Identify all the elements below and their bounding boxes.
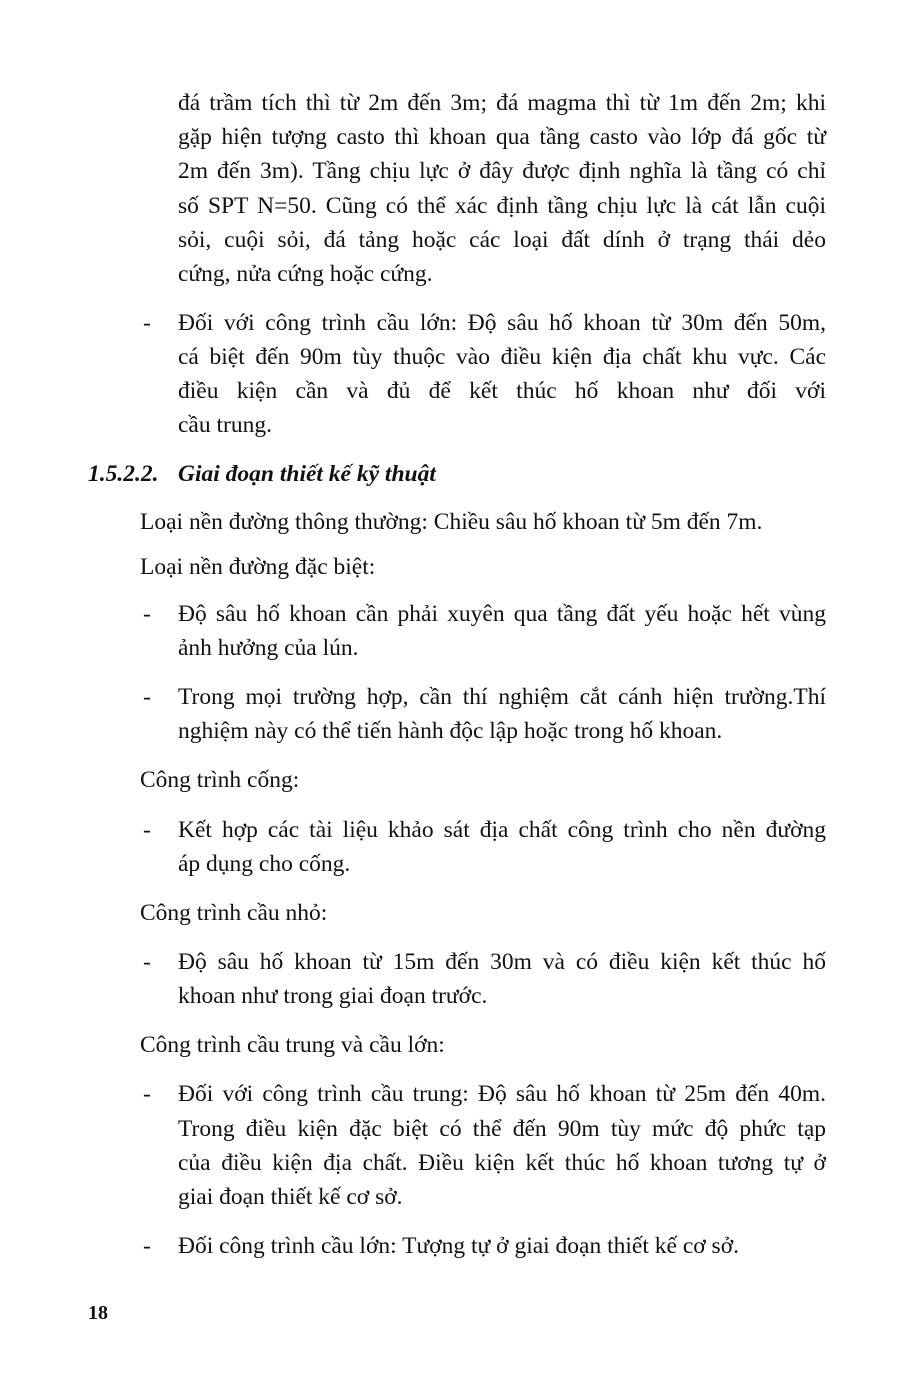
bullet-dash: - [143, 684, 151, 710]
bullet-dash: - [143, 1081, 151, 1107]
text-line: Đối với công trình cầu lớn: Độ sâu hố khoan từ 30m đến 50m, [178, 310, 826, 336]
text-line: áp dụng cho cống. [178, 851, 351, 877]
section-heading [88, 457, 436, 491]
bullet-dash: - [143, 817, 151, 843]
text-line: Đối với công trình cầu trung: Độ sâu hố khoan từ 25m đến 40m. [178, 1081, 826, 1107]
text-line: của điều kiện địa chất. Điều kiện kết thúc hố khoan tương tự ở [178, 1150, 826, 1176]
text-line: cứng, nửa cứng hoặc cứng. [178, 261, 433, 287]
paragraph-medium-large-bridge: Công trình cầu trung và cầu lớn: [140, 1032, 445, 1058]
text-line: đá trầm tích thì từ 2m đến 3m; đá magma thì từ 1m đến 2m; khi [178, 90, 826, 116]
text-line: Kết hợp các tài liệu khảo sát địa chất công trình cho nền đường [178, 817, 826, 843]
text-line: Đối công trình cầu lớn: Tượng tự ở giai đoạn thiết kế cơ sở. [178, 1233, 739, 1259]
section-title: Giai đoạn thiết kế kỹ thuật [178, 461, 436, 487]
text-line: giai đoạn thiết kế cơ sở. [178, 1184, 403, 1210]
text-line: gặp hiện tượng casto thì khoan qua tầng casto vào lớp đá gốc từ [178, 124, 826, 150]
bullet-dash: - [143, 949, 151, 975]
bullet-dash: - [143, 310, 151, 336]
paragraph-normal-road: Loại nền đường thông thường: Chiều sâu hố khoan từ 5m đến 7m. [140, 509, 763, 535]
section-number: 1.5.2.2. [88, 461, 159, 487]
bullet-dash: - [143, 601, 151, 627]
text-line: ảnh hưởng của lún. [178, 635, 359, 661]
text-line: số SPT N=50. Cũng có thể xác định tầng chịu lực là cát lẫn cuội [178, 193, 826, 219]
text-line: Độ sâu hố khoan cần phải xuyên qua tầng đất yếu hoặc hết vùng [178, 601, 826, 627]
text-line: điều kiện cần và đủ để kết thúc hố khoan như đối với [178, 378, 826, 404]
text-line: 2m đến 3m). Tầng chịu lực ở đây được định nghĩa là tầng có chỉ [178, 158, 826, 184]
text-line: sỏi, cuội sỏi, đá tảng hoặc các loại đất dính ở trạng thái dẻo [178, 227, 826, 253]
paragraph-special-road: Loại nền đường đặc biệt: [140, 554, 376, 580]
page-number: 18 [88, 1302, 108, 1324]
paragraph-culvert: Công trình cống: [140, 767, 300, 793]
paragraph-small-bridge: Công trình cầu nhỏ: [140, 900, 328, 926]
text-line: cá biệt đến 90m tùy thuộc vào điều kiện địa chất khu vực. Các [178, 344, 826, 370]
text-line: Độ sâu hố khoan từ 15m đến 30m và có điều kiện kết thúc hố [178, 949, 826, 975]
text-line: Trong điều kiện đặc biệt có thể đến 90m tùy mức độ phức tạp [178, 1116, 826, 1142]
text-line: nghiệm này có thể tiến hành độc lập hoặc trong hố khoan. [178, 718, 723, 744]
text-line: Trong mọi trường hợp, cần thí nghiệm cắt cánh hiện trường.Thí [178, 684, 826, 710]
bullet-dash: - [143, 1233, 151, 1259]
text-line: cầu trung. [178, 412, 272, 438]
text-line: khoan như trong giai đoạn trước. [178, 983, 488, 1009]
